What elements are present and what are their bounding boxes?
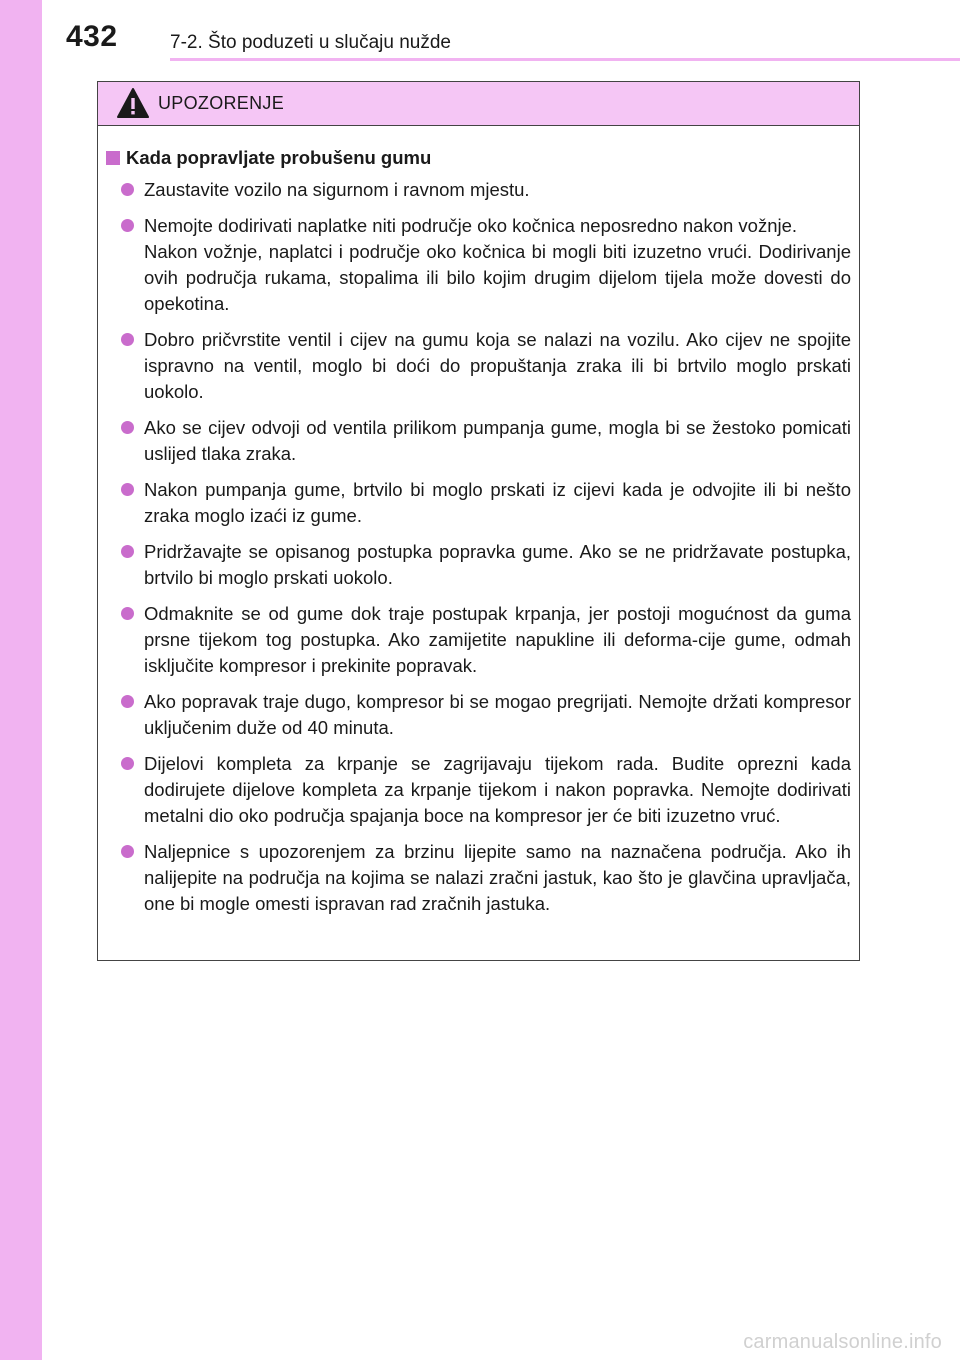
bullet-dot-icon	[121, 219, 134, 232]
warning-content	[98, 126, 859, 917]
list-item	[106, 689, 851, 741]
list-item-text: Nemojte dodirivati naplatke niti područje oko kočnica neposredno nakon vožnje. Nakon vožnje, naplatci i područje oko kočnica bi mogli biti izuzetno vrući. Dodirivanje ovih područja rukama, stopalima ili bilo kojim drugim dijelom tijela može dovesti do opekotina.	[144, 215, 851, 314]
bullet-dot-icon	[121, 695, 134, 708]
list-item	[106, 213, 851, 317]
list-item	[106, 477, 851, 529]
list-item	[106, 751, 851, 829]
warning-subheading	[106, 146, 851, 170]
list-item	[106, 177, 851, 203]
header-rule	[170, 58, 960, 61]
list-item-text: Nakon pumpanja gume, brtvilo bi moglo prskati iz cijevi kada je odvojite ili bi nešto zraka moglo izaći iz gume.	[144, 479, 851, 526]
list-item-text: Pridržavajte se opisanog postupka popravka gume. Ako se ne pridržavate postupka, brtvilo bi moglo prskati uokolo.	[144, 541, 851, 588]
bullet-dot-icon	[121, 845, 134, 858]
page-number: 432	[66, 20, 118, 53]
warning-list	[106, 177, 851, 917]
square-bullet-icon	[106, 151, 120, 165]
bullet-dot-icon	[121, 333, 134, 346]
bullet-dot-icon	[121, 607, 134, 620]
side-color-strip	[0, 0, 42, 1360]
page-header	[0, 0, 960, 62]
list-item	[106, 839, 851, 917]
list-item-text: Dobro pričvrstite ventil i cijev na gumu koja se nalazi na vozilu. Ako cijev ne spojite ispravno na ventil, moglo bi doći do propuštanja zraka ili bi brtvilo moglo prskati uokolo.	[144, 329, 851, 402]
list-item-text: Ako se cijev odvoji od ventila prilikom pumpanja gume, mogla bi se žestoko pomicati uslijed tlaka zraka.	[144, 417, 851, 464]
bullet-dot-icon	[121, 483, 134, 496]
list-item-text: Ako popravak traje dugo, kompresor bi se mogao pregrijati. Nemojte držati kompresor uključenim duže od 40 minuta.	[144, 691, 851, 738]
warning-box	[97, 81, 860, 961]
list-item	[106, 601, 851, 679]
list-item-text: Zaustavite vozilo na sigurnom i ravnom mjestu.	[144, 179, 530, 200]
bullet-dot-icon	[121, 421, 134, 434]
list-item-text: Dijelovi kompleta za krpanje se zagrijavaju tijekom rada. Budite oprezni kada dodirujete dijelove kompleta za krpanje tijekom i nakon popravka. Nemojte dodirivati metalni dio oko područja spajanja boce na kompresor jer će biti izuzetno vruć.	[144, 753, 851, 826]
warning-title: UPOZORENJE	[158, 93, 285, 113]
list-item	[106, 327, 851, 405]
list-item	[106, 415, 851, 467]
list-item-text: Odmaknite se od gume dok traje postupak krpanja, jer postoji mogućnost da guma prsne tijekom tog postupka. Ako zamijetite napukline ili deforma-cije gume, odmah isključite kompresor i prekinite popravak.	[144, 603, 851, 676]
warning-header	[98, 82, 859, 126]
bullet-dot-icon	[121, 545, 134, 558]
footer-watermark: carmanualsonline.info	[743, 1331, 942, 1353]
list-item-text: Naljepnice s upozorenjem za brzinu lijepite samo na naznačena područja. Ako ih nalijepite na područja na kojima se nalazi zračni jastuk, kao što je glavčina upravljača, one bi mogle omesti ispravan rad zračnih jastuka.	[144, 841, 851, 914]
list-item	[106, 539, 851, 591]
subheading-text: Kada popravljate probušenu gumu	[126, 147, 432, 168]
section-title: 7-2. Što poduzeti u slučaju nužde	[170, 32, 451, 53]
bullet-dot-icon	[121, 757, 134, 770]
warning-triangle-icon	[116, 87, 150, 119]
bullet-dot-icon	[121, 183, 134, 196]
